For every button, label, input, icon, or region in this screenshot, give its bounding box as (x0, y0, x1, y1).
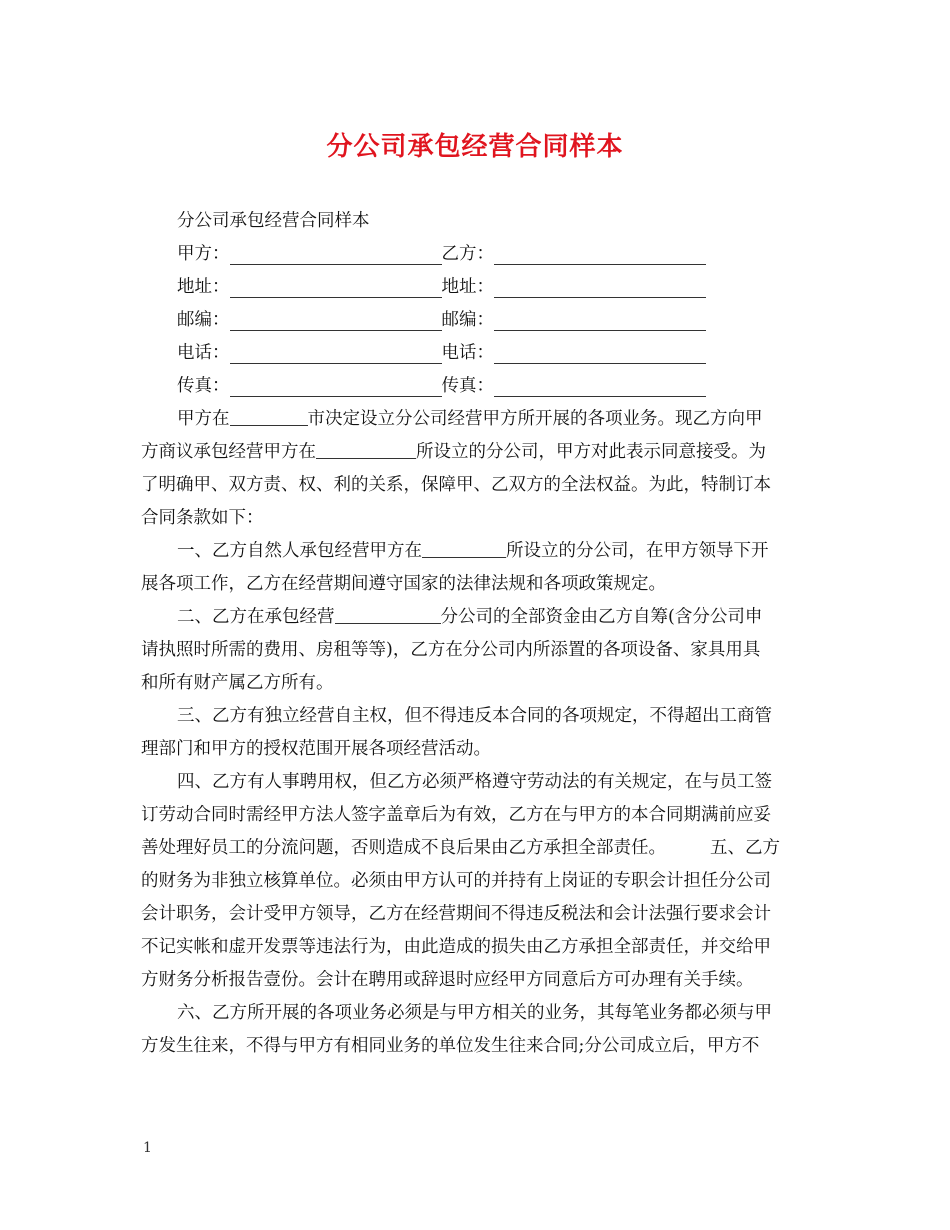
location-blank (316, 440, 416, 459)
party-a-label: 甲方： (177, 244, 230, 264)
clause-4-line-3 (141, 832, 811, 865)
intro-line-1 (141, 403, 811, 436)
clause-4-line-2: 订劳动合同时需经甲方法人签字盖章后为有效，乙方在与甲方的本合同期满前应妥 (141, 805, 771, 825)
fax-b-blank (494, 374, 706, 397)
intro-text: 所设立的分公司，甲方对此表示同意接受。为 (416, 442, 766, 462)
clause-2-line-3: 和所有财产属乙方所有。 (141, 673, 334, 693)
clause-2-line-1 (141, 601, 811, 634)
clause-1-line-2: 展各项工作，乙方在经营期间遵守国家的法律法规和各项政策规定。 (141, 574, 666, 594)
address-b-blank (494, 275, 706, 298)
postcode-b-blank (494, 308, 706, 331)
address-a-label: 地址： (177, 277, 230, 297)
party-row-1 (141, 238, 811, 271)
party-b-blank (494, 242, 706, 265)
phone-b-blank (494, 341, 706, 364)
address-a-blank (230, 275, 442, 298)
party-row-2 (141, 271, 811, 304)
fax-a-label: 传真： (177, 376, 230, 396)
intro-text: 市决定设立分公司经营甲方所开展的各项业务。现乙方向甲 (307, 409, 763, 429)
clause-text: 善处理好员工的分流问题，否则造成不良后果由乙方承担全部责任。 (141, 838, 666, 858)
postcode-a-blank (230, 308, 442, 331)
clause-5-line-3: 不记实帐和虚开发票等违法行为，由此造成的损失由乙方承担全部责任，并交给甲 (141, 937, 771, 957)
party-row-4 (141, 337, 811, 370)
party-b-label: 乙方： (441, 244, 494, 264)
postcode-b-label: 邮编： (441, 310, 494, 330)
fax-b-label: 传真： (441, 376, 494, 396)
clause-4-line-1: 四、乙方有人事聘用权，但乙方必须严格遵守劳动法的有关规定，在与员工签 (177, 772, 772, 792)
clause-5-line-1: 的财务为非独立核算单位。必须由甲方认可的并持有上岗证的专职会计担任分公司 (141, 871, 771, 891)
party-a-blank (230, 242, 442, 265)
clause-text: 所设立的分公司，在甲方领导下开 (506, 541, 769, 561)
clause-5-line-4: 方财务分析报告壹份。会计在聘用或辞退时应经甲方同意后方可办理有关手续。 (141, 970, 754, 990)
clause-2-blank (335, 605, 441, 624)
clause-1-blank (422, 539, 506, 558)
clause-2-line-2: 请执照时所需的费用、房租等等)，乙方在分公司内所添置的各项设备、家具用具 (141, 640, 761, 660)
phone-a-label: 电话： (177, 343, 230, 363)
party-row-3 (141, 304, 811, 337)
intro-text: 方商议承包经营甲方在 (141, 442, 316, 462)
subtitle: 分公司承包经营合同样本 (177, 211, 370, 231)
clause-1-line-1 (141, 535, 811, 568)
city-blank (230, 407, 308, 426)
phone-a-blank (230, 341, 442, 364)
intro-text: 甲方在 (177, 409, 230, 429)
clause-3-line-1: 三、乙方有独立经营自主权，但不得违反本合同的各项规定，不得超出工商管 (177, 706, 772, 726)
clause-5-line-2: 会计职务，会计受甲方领导，乙方在经营期间不得违反税法和会计法强行要求会计 (141, 904, 771, 924)
clause-text: 二、乙方在承包经营 (177, 607, 335, 627)
address-b-label: 地址： (441, 277, 494, 297)
clause-3-line-2: 理部门和甲方的授权范围开展各项经营活动。 (141, 739, 491, 759)
document-title: 分公司承包经营合同样本 (326, 132, 624, 162)
postcode-a-label: 邮编： (177, 310, 230, 330)
fax-a-blank (230, 374, 442, 397)
page-number: 1 (143, 1140, 152, 1156)
clause-text: 一、乙方自然人承包经营甲方在 (177, 541, 422, 561)
clause-text: 五、乙方 (710, 838, 780, 858)
intro-line-3: 了明确甲、双方责、权、利的关系，保障甲、乙双方的全法权益。为此，特制订本 (141, 475, 771, 495)
clause-6-line-1: 六、乙方所开展的各项业务必须是与甲方相关的业务，其每笔业务都必须与甲 (177, 1003, 772, 1023)
intro-line-2 (141, 436, 811, 469)
intro-line-4: 合同条款如下： (141, 508, 264, 528)
document-body (141, 205, 811, 1063)
clause-6-line-2: 方发生往来，不得与甲方有相同业务的单位发生往来合同;分公司成立后，甲方不 (141, 1036, 760, 1056)
phone-b-label: 电话： (441, 343, 494, 363)
clause-text: 分公司的全部资金由乙方自筹(含分公司申 (440, 607, 763, 627)
party-row-5 (141, 370, 811, 403)
